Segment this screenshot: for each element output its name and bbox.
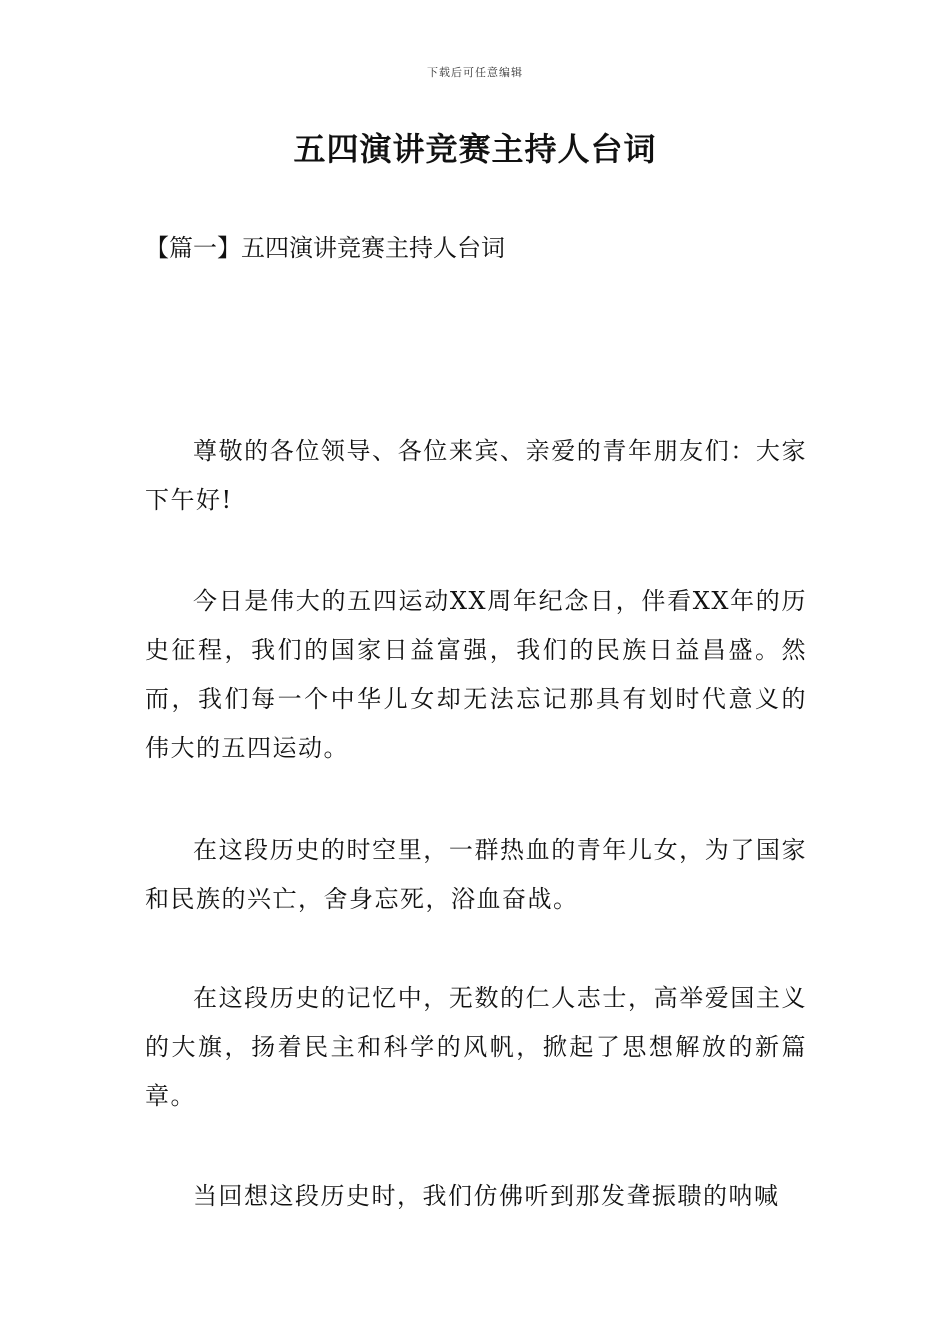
paragraph-text: 当回想这段历史时，我们仿佛听到那发聋振聩的呐喊 [193,1182,780,1210]
page-header-note: 下载后可任意编辑 [427,66,523,79]
paragraph-recall [145,1172,807,1221]
paragraph-history-memory [145,974,807,1121]
paragraph-greeting [145,427,807,525]
paragraph-text: 在这段历史的记忆中，无数的仁人志士，高举爱国主义的大旗，扬着民主和科学的风帆，掀起了思想解放的新篇章。 [145,984,807,1110]
paragraph-text: 尊敬的各位领导、各位来宾、亲爱的青年朋友们：大家下午好! [145,437,807,514]
section-heading: 【篇一】五四演讲竞赛主持人台词 [145,234,505,262]
paragraph-history-space [145,826,807,924]
paragraph-text: 今日是伟大的五四运动XX周年纪念日，伴看XX年的历史征程，我们的国家日益富强，我们的民族日益昌盛。然而，我们每一个中华儿女却无法忘记那具有划时代意义的伟大的五四运动。 [145,587,807,762]
paragraph-text: 在这段历史的时空里，一群热血的青年儿女，为了国家和民族的兴亡，舍身忘死，浴血奋战。 [145,836,807,913]
paragraph-anniversary [145,577,807,773]
document-title: 五四演讲竞赛主持人台词 [293,130,657,168]
